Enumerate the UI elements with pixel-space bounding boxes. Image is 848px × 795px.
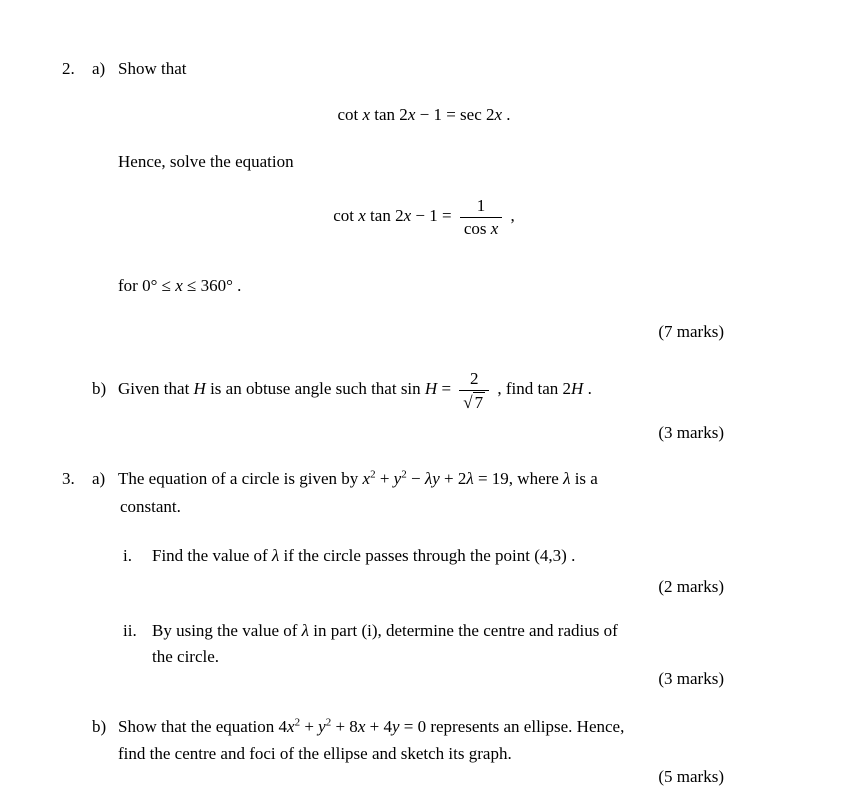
q3a-heading <box>62 468 598 489</box>
q2b-row <box>92 369 592 412</box>
q2a-label: a) <box>92 59 106 78</box>
q3aii-label: ii. <box>123 621 137 640</box>
q3a-label: a) <box>92 469 106 488</box>
q3aii-text-line2: the circle. <box>152 647 220 666</box>
q2a-domain: for 0° ≤ x ≤ 360° . <box>118 276 242 295</box>
q3b-marks: (5 marks) <box>658 767 724 786</box>
q3ai-label: i. <box>123 546 132 565</box>
q2a-intro: Show that <box>118 59 187 78</box>
q3aii-marks: (3 marks) <box>658 669 724 688</box>
q2a-equation-1: cot x tan 2x − 1 = sec 2x . <box>337 105 511 124</box>
q2b-label: b) <box>92 379 107 399</box>
q3b-label: b) <box>92 717 107 736</box>
q2a-heading <box>62 58 186 79</box>
q2-number: 2. <box>62 59 75 78</box>
q3b-row <box>92 716 624 737</box>
q3a-text-line2: constant. <box>120 497 181 516</box>
q2a-equation-2: cot x tan 2x − 1 = $\frac{1}{\text{cos x}}$ , <box>333 196 515 238</box>
q2b-marks: (3 marks) <box>658 423 724 442</box>
q3b-text-line2: find the centre and foci of the ellipse and sketch its graph. <box>118 744 512 763</box>
q3-number: 3. <box>62 469 75 488</box>
q2a-hence: Hence, solve the equation <box>118 152 294 171</box>
q3b-text-line1: Show that the equation $4x^2 + y^2 + 8x + 4y = 0$ represents an ellipse. Hence, <box>118 716 625 736</box>
q3ai-row <box>123 545 575 566</box>
q3ai-marks: (2 marks) <box>658 577 724 596</box>
q3ai-text: Find the value of λ if the circle passes through the point (4,3) . <box>152 546 576 565</box>
q3aii-row <box>123 620 618 641</box>
q3aii-text-line1: By using the value of λ in part (i), determine the centre and radius of <box>152 621 618 640</box>
q2b-text: Given that H is an obtuse angle such that sin H = 2 √ 7 , find tan 2H . <box>118 369 592 412</box>
q3a-text-line1: The equation of a circle is given by $x^2 + y^2 - \lambda y + 2\lambda = 19$, where λ is a <box>118 468 598 488</box>
q2a-marks: (7 marks) <box>658 322 724 341</box>
